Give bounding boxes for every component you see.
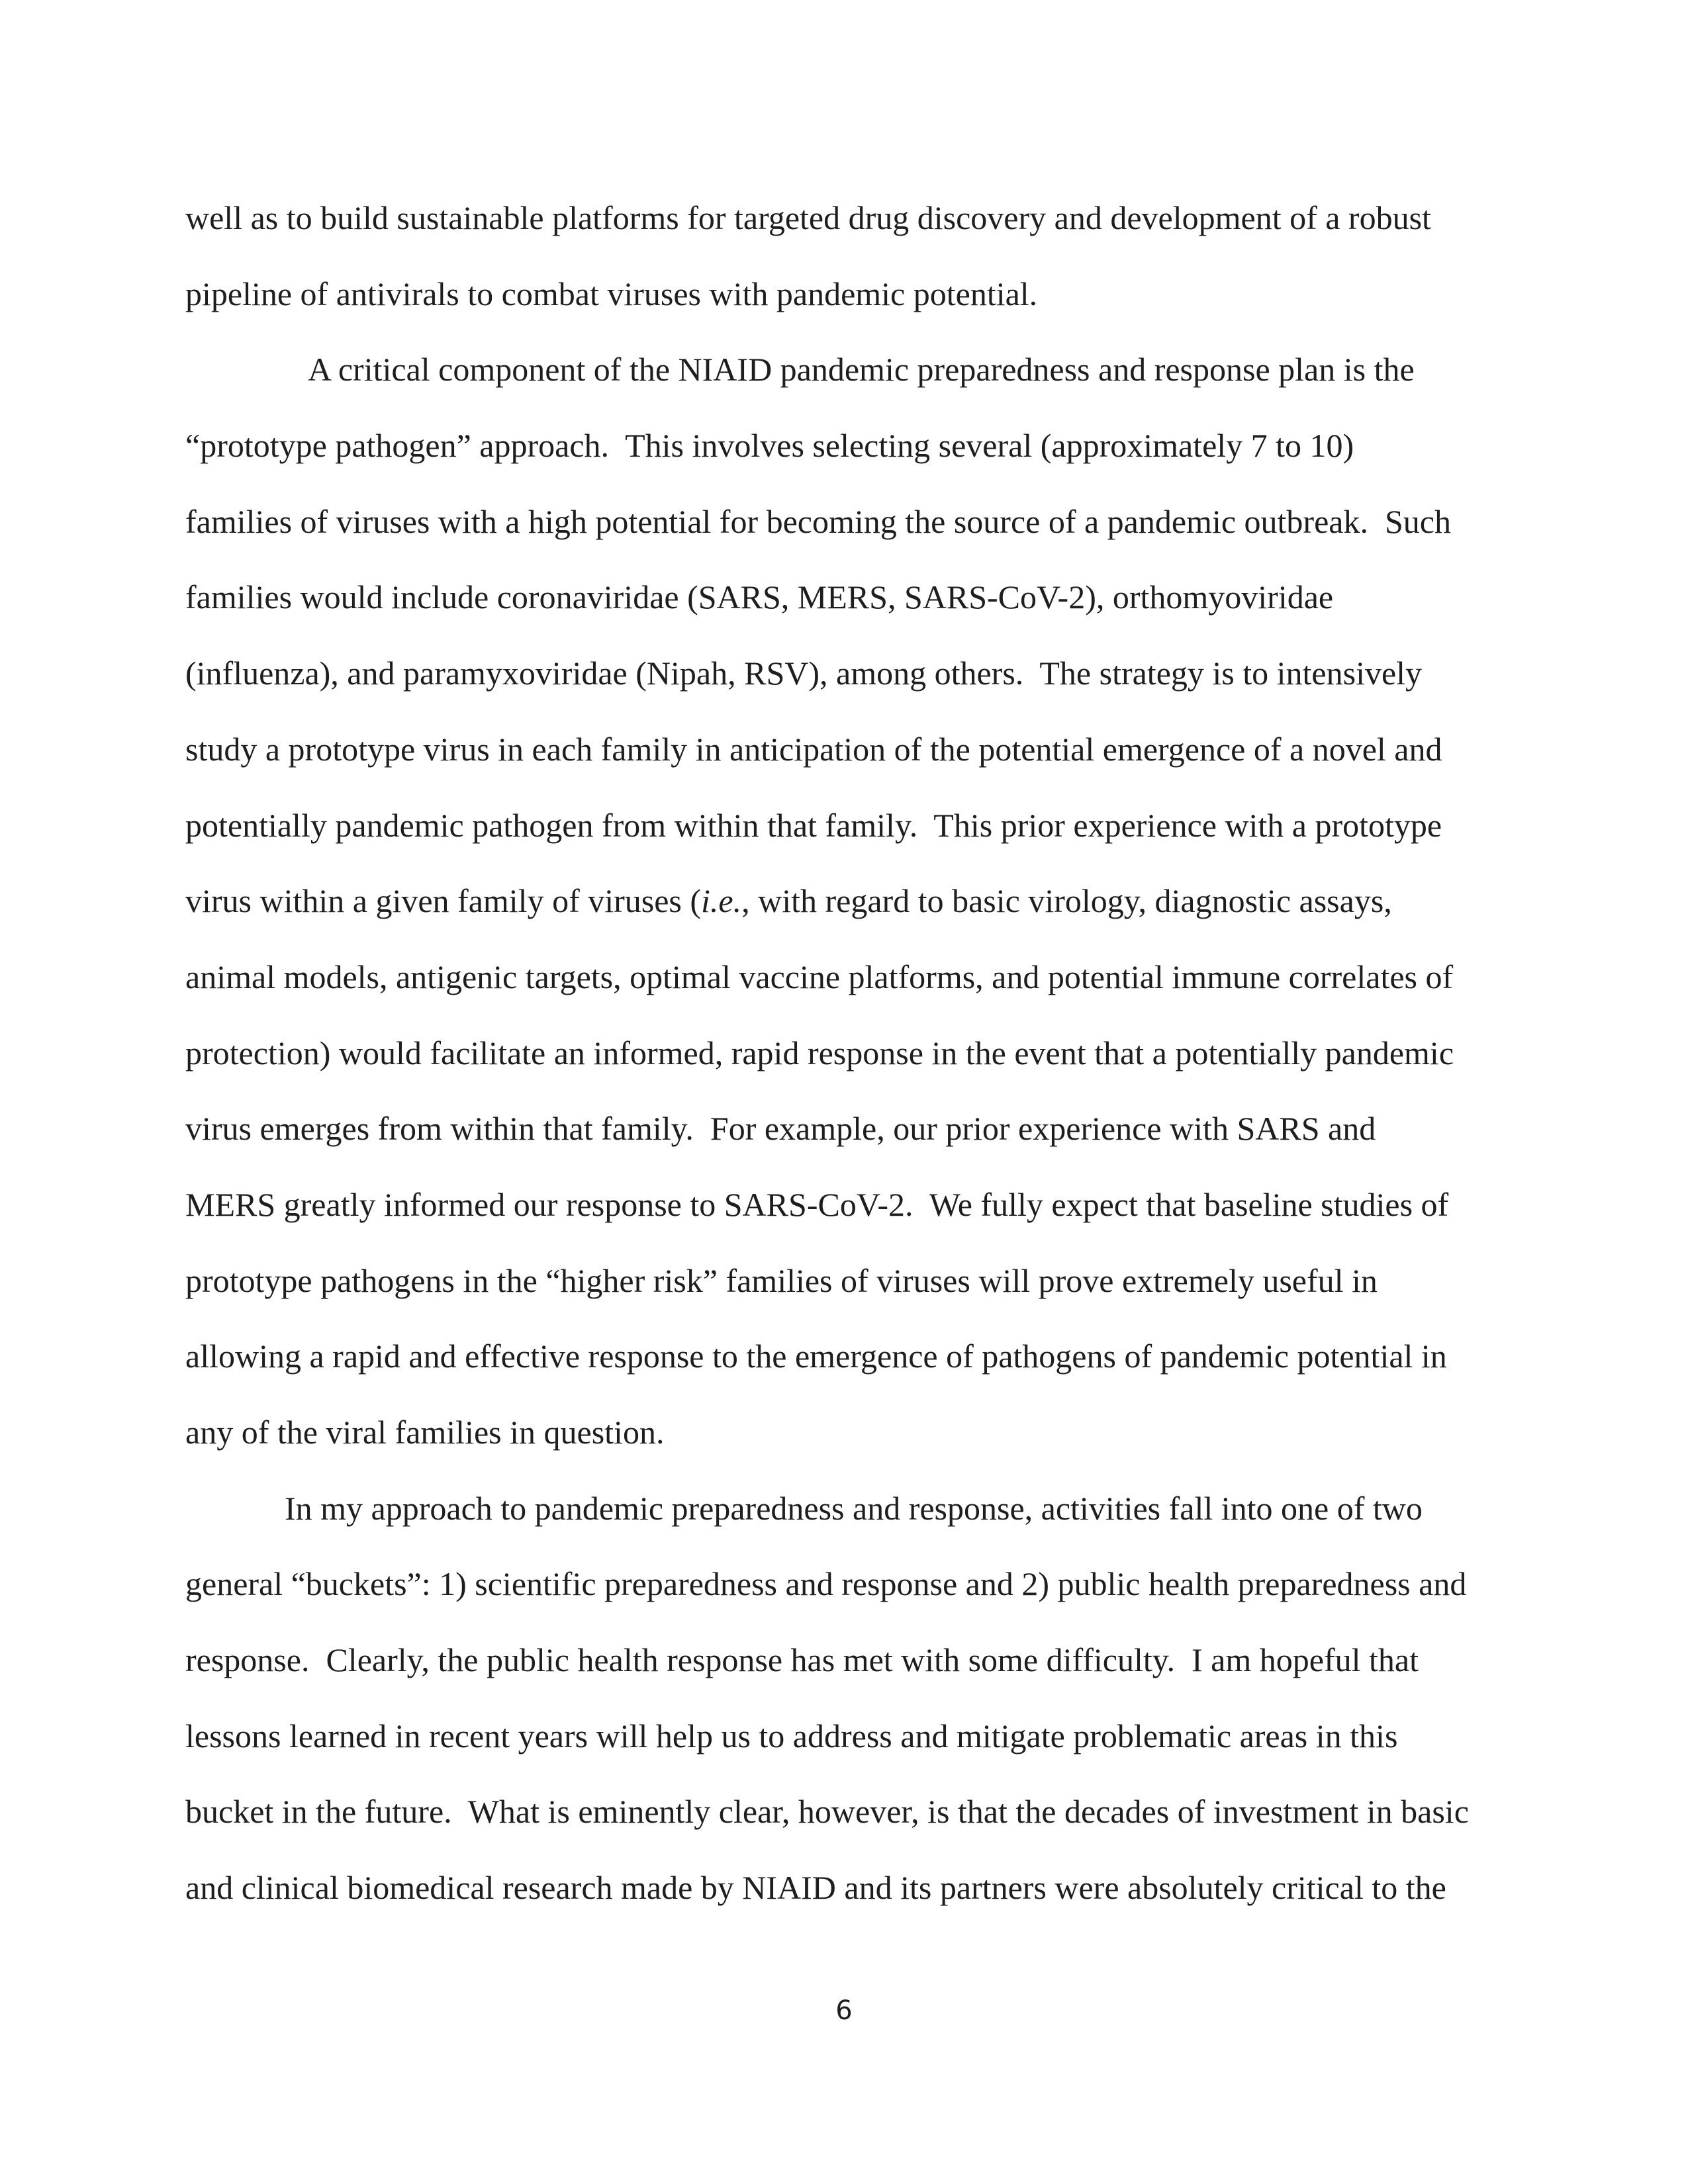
text-line: prototype pathogens in the “higher risk” families of viruses will prove extremely useful in xyxy=(185,1261,1378,1299)
page-number: 6 xyxy=(835,1995,853,2026)
text-line: well as to build sustainable platforms for targeted drug discovery and development of a robust xyxy=(185,199,1431,236)
text-line: In my approach to pandemic preparedness and response, activities fall into one of two xyxy=(285,1489,1423,1527)
text-segment: , with regard to basic virology, diagnostic assays, xyxy=(741,882,1392,920)
text-line: virus emerges from within that family. For example, our prior experience with SARS and xyxy=(185,1110,1376,1148)
text-line: bucket in the future. What is eminently clear, however, is that the decades of investment in basic xyxy=(185,1793,1469,1831)
text-line: study a prototype virus in each family in anticipation of the potential emergence of a novel and xyxy=(185,730,1442,768)
text-line: families would include coronaviridae (SARS, MERS, SARS-CoV-2), orthomyoviridae xyxy=(185,578,1334,616)
text-line: allowing a rapid and effective response to the emergence of pathogens of pandemic potential in xyxy=(185,1338,1447,1375)
text-line: families of viruses with a high potential for becoming the source of a pandemic outbreak. Such xyxy=(185,502,1451,540)
text-line: protection) would facilitate an informed, rapid response in the event that a potentially pandemic xyxy=(185,1034,1454,1071)
text-segment: virus within a given family of viruses ( xyxy=(185,882,702,920)
text-line: pipeline of antivirals to combat viruses with pandemic potential. xyxy=(185,275,1038,312)
text-line: A critical component of the NIAID pandemic preparedness and response plan is the xyxy=(308,351,1415,388)
text-line: “prototype pathogen” approach. This involves selecting several (approximately 7 to 10) xyxy=(185,427,1354,465)
text-line: MERS greatly informed our response to SARS-CoV-2. We fully expect that baseline studies of xyxy=(185,1185,1449,1223)
text-line: animal models, antigenic targets, optimal vaccine platforms, and potential immune correlates of xyxy=(185,958,1454,995)
text-line: response. Clearly, the public health response has met with some difficulty. I am hopeful that xyxy=(185,1641,1419,1679)
text-line: and clinical biomedical research made by NIAID and its partners were absolutely critical to the xyxy=(185,1869,1446,1907)
text-line xyxy=(185,863,1483,939)
text-line: any of the viral families in question. xyxy=(185,1414,665,1451)
text-line: (influenza), and paramyxoviridae (Nipah, RSV), among others. The strategy is to intensively xyxy=(185,655,1423,692)
text-line: general “buckets”: 1) scientific preparedness and response and 2) public health preparedness and xyxy=(185,1565,1467,1603)
italic-abbreviation: i.e. xyxy=(701,882,742,920)
text-line: lessons learned in recent years will help us to address and mitigate problematic areas in this xyxy=(185,1717,1398,1754)
document-body xyxy=(185,180,1483,1926)
text-line: potentially pandemic pathogen from within that family. This prior experience with a prototype xyxy=(185,806,1442,844)
